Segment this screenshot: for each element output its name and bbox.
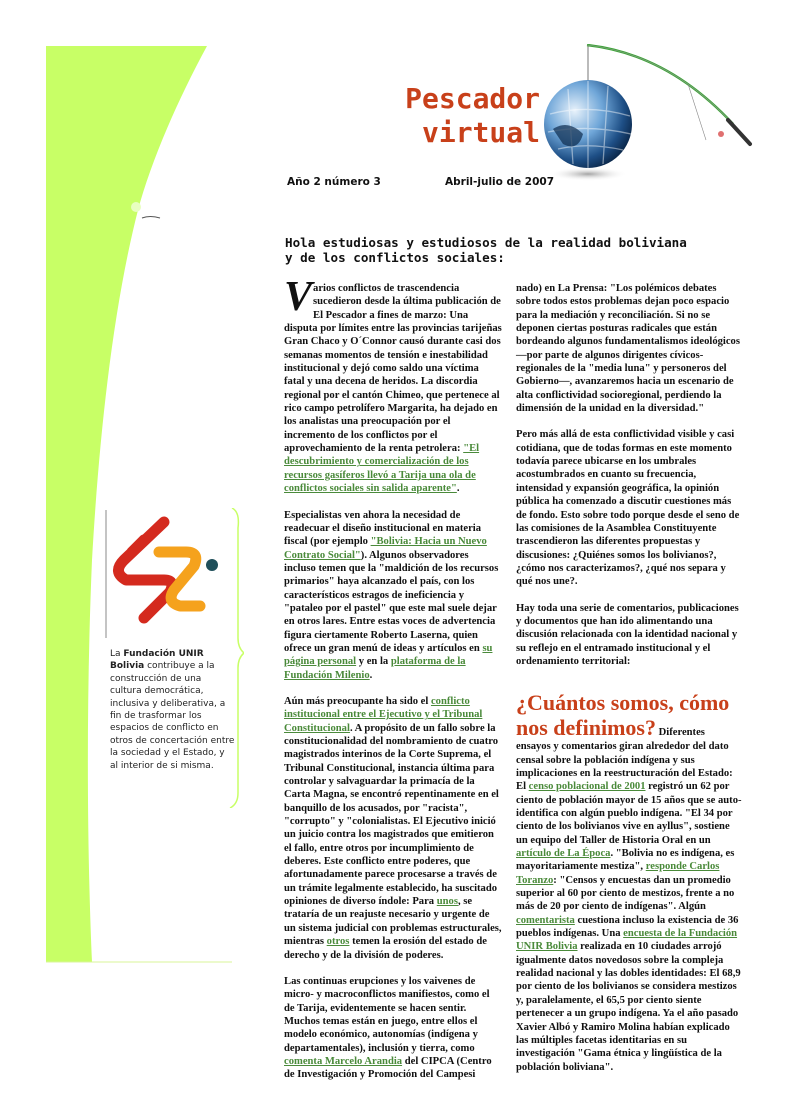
globe-fishing-rod-icon [538, 44, 788, 184]
link-la-epoca[interactable]: artículo de La Época [516, 848, 611, 860]
paragraph-text: registró un 62 por ciento de población mayor de 15 años que se auto-identifica con algún pueblo indígena. "El 34 por ciento de los bolivianos vive en ayllus", sostiene un equipo del Taller de Historia Oral en un [516, 781, 742, 846]
title-line-2: virtual [421, 116, 540, 149]
paragraph-2 [284, 509, 502, 682]
paragraph-text: cuestiona incluso la existencia de 36 pueblos indígenas. Una [516, 914, 739, 940]
link-tarija-conflicts[interactable]: "El descubrimiento y comercialización de los recursos gasíferos llevó a Tarija una ola de conflictos sociales sin salida aparente" [284, 443, 480, 495]
paragraph-6: Hay toda una serie de comentarios, publicaciones y documentos que han ido alimentando una discusión relacionada con la identidad nacional y su reflejo en el entramado institucional y el ordenamiento territorial: [516, 602, 739, 667]
article-column-1 [284, 274, 502, 1095]
paragraph-text: Aún más preocupante ha sido el [284, 695, 431, 707]
unir-org-name: Fundación UNIR Bolivia [110, 649, 204, 672]
paragraph-text: Las continuas erupciones y los vaivenes de micro- y macroconflictos manifiestos, como el de Tarija, evidentemente se hacen sentir. Muchos temas están en juego, entre ellos el modelo económico, autonomías (indígena y departamentales), inclusión y tierra, como [284, 975, 490, 1054]
link-fundacion-milenio[interactable]: plataforma de la Fundación Milenio [284, 656, 466, 681]
greeting [285, 235, 687, 265]
paragraph-3 [284, 695, 502, 962]
paragraph-text: realizada en 10 ciudades arrojó igualmente datos novedosos sobre la compleja realidad nacional y las dobles identidades: El 68,9 por ciento de los bolivianos se considera mestizos y, paralelamente, el 65,5 por ciento siente pertenecer a un grupo indígena. Ya el año pasado Xavier Albó y Ramiro Molina habían explicado las múltiples facetas identitarias en su investigación "Gama étnica y lingüística de la población boliviana". [516, 941, 741, 1073]
paragraph-5: Pero más allá de esta conflictividad visible y casi cotidiana, que de todas formas en este momento todavía parece ubicarse en los umbrales acostumbrados en cuanto su frecuencia, intensidad y expansión geográfica, la opinión pública ha comenzado a discutir cuestiones más de fondo. Esto sobre todo porque desde el seno de las comisiones de la Asamblea Constituyente trascendieron las diferentes propuestas y discusiones: ¿Quiénes somos los bolivianos?, ¿cómo nos caracterizamos?, ¿qué nos separa y qué nos une?. [516, 429, 740, 588]
masthead-title [380, 82, 540, 150]
paragraph-text: , se trataría de un reajuste necesario y urgente de un sistema judicial con problemas estructurales, mientras [284, 896, 502, 948]
article-column-2-content [516, 282, 742, 1087]
paragraph-text: Diferentes ensayos y comentarios giran alrededor del dato censal sobre la población indígena y sus implicaciones en la reestructuración del Estado: El [516, 727, 733, 793]
link-conflicto-institucional[interactable]: conflicto institucional entre el Ejecutivo y el Tribunal Constitucional [284, 695, 483, 734]
paragraph-1 [284, 274, 502, 496]
paragraph-text: y en la [356, 656, 391, 668]
unir-text-body: contribuye a la construcción de una cultura democrática, inclusiva y deliberativa, a fin de trasformar los espacios de conflicto en otros de concertación entre la sociedad y el Estado, y al interior de si misma. [110, 661, 235, 771]
paragraph-4 [284, 975, 502, 1082]
greeting-line-2: y de los conflictos sociales: [285, 250, 505, 265]
link-marcelo-arandia[interactable]: comenta Marcelo Arandia [284, 1055, 403, 1067]
paragraph-text: ). Algunos observadores incluso temen que la "maldición de los recursos primarios" haya alcanzado el país, con los característicos estragos de ineficiencia y "pataleo por el pastel" que este mal suele dejar en otros lares. Entre estas voces de advertencia figura ciertamente Roberto Laserna, quien ofrece un gran menú de ideas y artículos en [284, 549, 499, 654]
paragraph-text: : "Censos y encuestas dan un promedio superior al 60 por ciento de mestizos, frente a no más de 20 por ciento de indígenas". Algún [516, 874, 735, 913]
link-censo-2001[interactable]: censo poblacional de 2001 [528, 781, 646, 793]
issue-date: Abril-julio de 2007 [445, 176, 555, 188]
paragraph-7 [516, 690, 742, 1074]
issue-number: Año 2 número 3 [287, 176, 381, 188]
link-comentarista[interactable]: comentarista [516, 914, 575, 926]
paragraph-text: . [456, 483, 460, 495]
drop-cap: V [284, 274, 313, 320]
paragraph-text: Especialistas ven ahora la necesidad de readecuar el diseño institucional en materia fiscal (por ejemplo [284, 509, 482, 548]
link-otros[interactable]: otros [326, 936, 350, 948]
section-heading: ¿Cuántos somos, cómo nos definimos? [516, 690, 730, 741]
fundacion-unir-logo [104, 510, 224, 635]
unir-text-prefix: La [110, 649, 124, 659]
title-line-1: Pescador [405, 82, 540, 115]
link-unos[interactable]: unos [436, 896, 458, 908]
link-contrato-social[interactable]: "Bolivia: Hacia un Nuevo Contrato Social" [284, 536, 487, 561]
paragraph-text: arios conflictos de trascendencia sucedieron desde la última publicación de El Pescador a fines de marzo: Una disputa por límites entre las provincias tarijeñas Gran Chaco y O´Connor causó durante casi dos semanas momentos de tensión e inestabilidad institucional y dejó como saldo una víctima fatal y una decena de heridos. La discordia regional por el cantón Chimeo, que pertenece al rico campo petrolífero Margarita, ha dejado en los analistas una preocupación por el incremento de los conflictos por el aprovechamiento de la renta petrolera: [284, 283, 502, 455]
paragraph-text: . A propósito de un fallo sobre la constitucionalidad del nombramiento de cuatro magistrados interinos de la Corte Suprema, el Tribunal Constitucional, instancia última para controlar y salvaguardar la primacía de la Carta Magna, se encontró repentinamente en el banquillo de los acusados, por "racista", "corrupto" y "colonialistas. El Ejecutivo inició un juicio contra los magistrados que emitieron el fallo, entre otros por incumplimiento de deberes. Este conflicto entre poderes, que afortunadamente parece procesarse a través de un trámite legalmente establecido, ha suscitado opiniones de diverso índole: Para [284, 722, 499, 908]
paragraph-text: del CIPCA (Centro de Investigación y Promoción del Campesi [284, 1055, 492, 1081]
greeting-line-1: Hola estudiosas y estudiosos de la realidad boliviana [285, 235, 687, 250]
link-carlos-toranzo[interactable]: responde Carlos Toranzo [516, 861, 720, 886]
paragraph-text: . [369, 669, 373, 681]
link-encuesta-unir[interactable]: encuesta de la Fundación UNIR Bolivia [516, 928, 738, 953]
paragraph-text: . "Bolivia no es indígena, es mayoritariamente mestiza", [516, 848, 735, 873]
paragraph-text: temen la erosión del estado de derecho y de la división de poderes. [284, 936, 487, 961]
link-pagina-personal[interactable]: su página personal [284, 642, 493, 668]
paragraph-4-tail: nado) en La Prensa: "Los polémicos debates sobre todos estos problemas dejan poco espacio para la mediación y reconciliación. Si no se deponen ciertas posturas radicales que están bordeando algunos fundamentalismos ideológicos —por parte de algunos dirigentes cívicos-regionales de la "media luna" y personeros del Gobierno—, avanzaremos hacia un escenario de alta conflictividad socioregional, perdiendo la dimensión de la unidad en la diversidad." [516, 283, 740, 415]
unir-description [110, 648, 235, 772]
